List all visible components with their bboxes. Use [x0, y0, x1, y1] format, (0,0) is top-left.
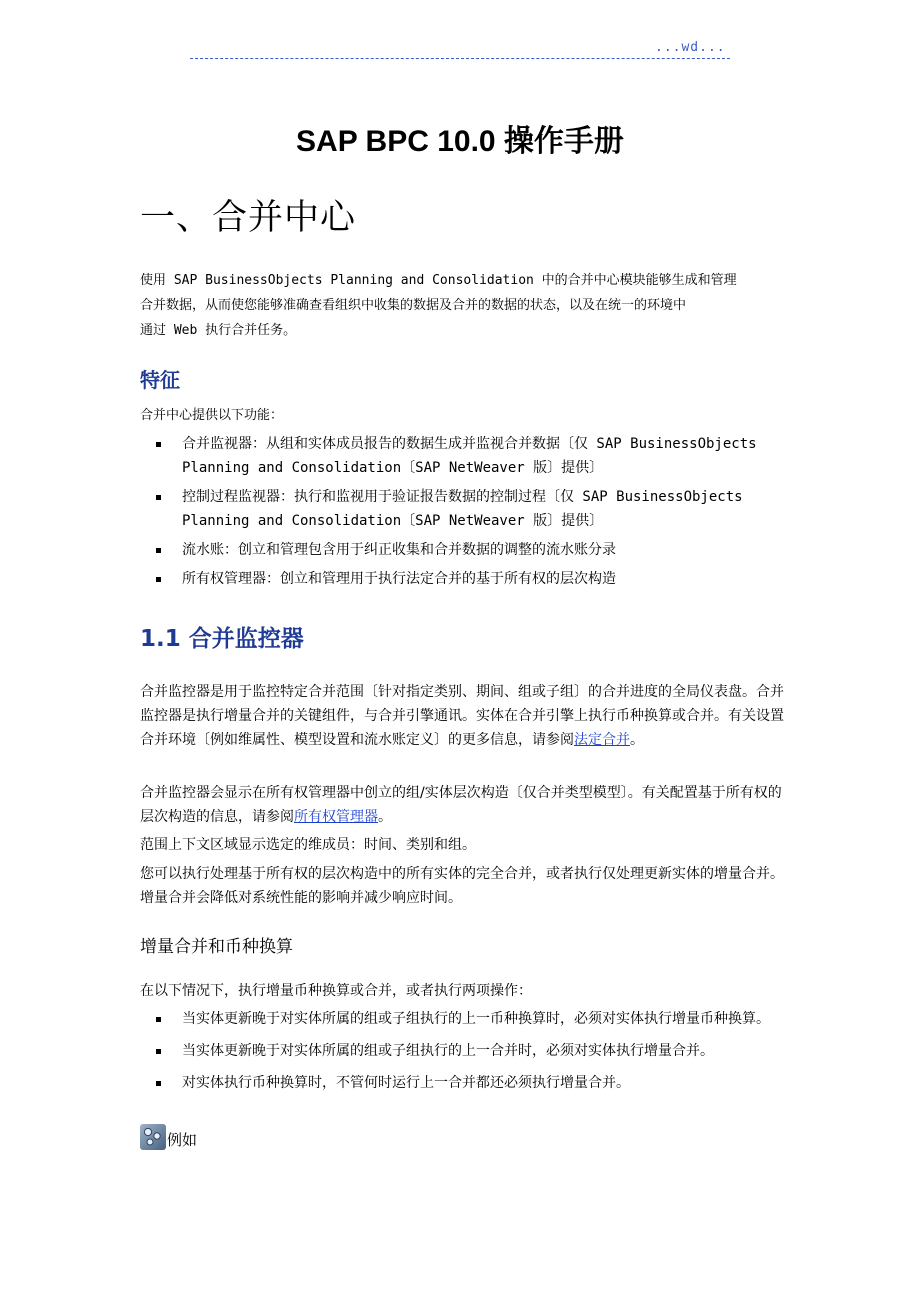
list-item	[140, 1039, 785, 1063]
header-rule	[190, 58, 730, 59]
feature-line: 合并监视器：从组和实体成员报告的数据生成并监视合并数据〔仅 SAP BusinessObjects	[182, 436, 757, 452]
feature-line: Planning and Consolidation〔SAP NetWeaver 版〕提供〕	[182, 460, 604, 476]
chapter-heading: 一、合并中心	[140, 198, 357, 238]
bullet-icon	[156, 495, 161, 500]
monitor-paragraph-2	[140, 781, 785, 829]
intro-paragraph	[140, 268, 785, 343]
list-item	[140, 485, 785, 533]
intro-line: 使用 SAP BusinessObjects Planning and Consolidation 中的合并中心模块能够生成和管理	[140, 273, 737, 288]
example-label: 例如	[167, 1131, 198, 1149]
intro-line: 合并数据，从而使您能够准确查看组织中收集的数据及合并的数据的状态，以及在统一的环境中	[140, 298, 687, 313]
bullet-icon	[156, 1017, 161, 1022]
features-heading: 特征	[140, 368, 180, 392]
incremental-list	[140, 1007, 785, 1095]
paragraph-text: 合并监控器会显示在所有权管理器中创立的组/实体层次构造〔仅合并类型模型〕。有关配置基于所有权的层次构造的信息，请参阅	[140, 785, 782, 825]
list-item-text: 当实体更新晚于对实体所属的组或子组执行的上一币种换算时，必须对实体执行增量币种换算。	[182, 1011, 770, 1027]
list-item	[140, 432, 785, 480]
document-title: SAP BPC 10.0 操作手册	[296, 125, 624, 158]
features-list	[140, 432, 785, 591]
feature-line: Planning and Consolidation〔SAP NetWeaver 版〕提供〕	[182, 513, 604, 529]
section-1-1-heading: 1.1 合并监控器	[140, 626, 304, 652]
incremental-heading: 增量合并和币种换算	[140, 937, 293, 957]
legal-consolidation-link[interactable]: 法定合并	[574, 732, 630, 748]
bullet-icon	[156, 548, 161, 553]
ownership-manager-link[interactable]: 所有权管理器	[294, 809, 378, 825]
incremental-lead: 在以下情况下，执行增量币种换算或合并，或者执行两项操作：	[140, 983, 532, 999]
paragraph-text: 。	[378, 809, 392, 825]
bullet-icon	[156, 577, 161, 582]
list-item-text: 对实体执行币种换算时，不管何时运行上一合并都还必须执行增量合并。	[182, 1075, 630, 1091]
header-mark: ...wd...	[655, 40, 726, 55]
feature-line: 所有权管理器：创立和管理用于执行法定合并的基于所有权的层次构造	[182, 571, 616, 587]
feature-line: 流水账：创立和管理包含用于纠正收集和合并数据的调整的流水账分录	[182, 542, 616, 558]
paragraph-text: 合并监控器是用于监控特定合并范围〔针对指定类别、期间、组或子组〕的合并进度的全局仪表盘。合并监控器是执行增量合并的关键组件，与合并引擎通讯。实体在合并引擎上执行币种换算或合并。有关设置合并环境〔例如维属性、模型设置和流水账定义〕的更多信息，请参阅	[140, 684, 784, 748]
intro-line: 通过 Web 执行合并任务。	[140, 323, 297, 338]
list-item	[140, 567, 785, 591]
list-item-text: 当实体更新晚于对实体所属的组或子组执行的上一合并时，必须对实体执行增量合并。	[182, 1043, 714, 1059]
list-item	[140, 1071, 785, 1095]
bullet-icon	[156, 1049, 161, 1054]
features-lead: 合并中心提供以下功能：	[140, 408, 284, 423]
monitor-paragraph-4: 您可以执行处理基于所有权的层次构造中的所有实体的完全合并，或者执行仅处理更新实体的增量合并。增量合并会降低对系统性能的影响并减少响应时间。	[140, 866, 784, 906]
list-item	[140, 538, 785, 562]
feature-line: 控制过程监视器：执行和监视用于验证报告数据的控制过程〔仅 SAP BusinessObjects	[182, 489, 743, 505]
bullet-icon	[156, 1081, 161, 1086]
example-icon	[140, 1124, 166, 1150]
bullet-icon	[156, 442, 161, 447]
monitor-paragraph-3: 范围上下文区域显示选定的维成员：时间、类别和组。	[140, 837, 476, 853]
example-note	[140, 1124, 197, 1150]
monitor-paragraph-1	[140, 680, 785, 752]
list-item	[140, 1007, 785, 1031]
paragraph-text: 。	[630, 732, 644, 748]
